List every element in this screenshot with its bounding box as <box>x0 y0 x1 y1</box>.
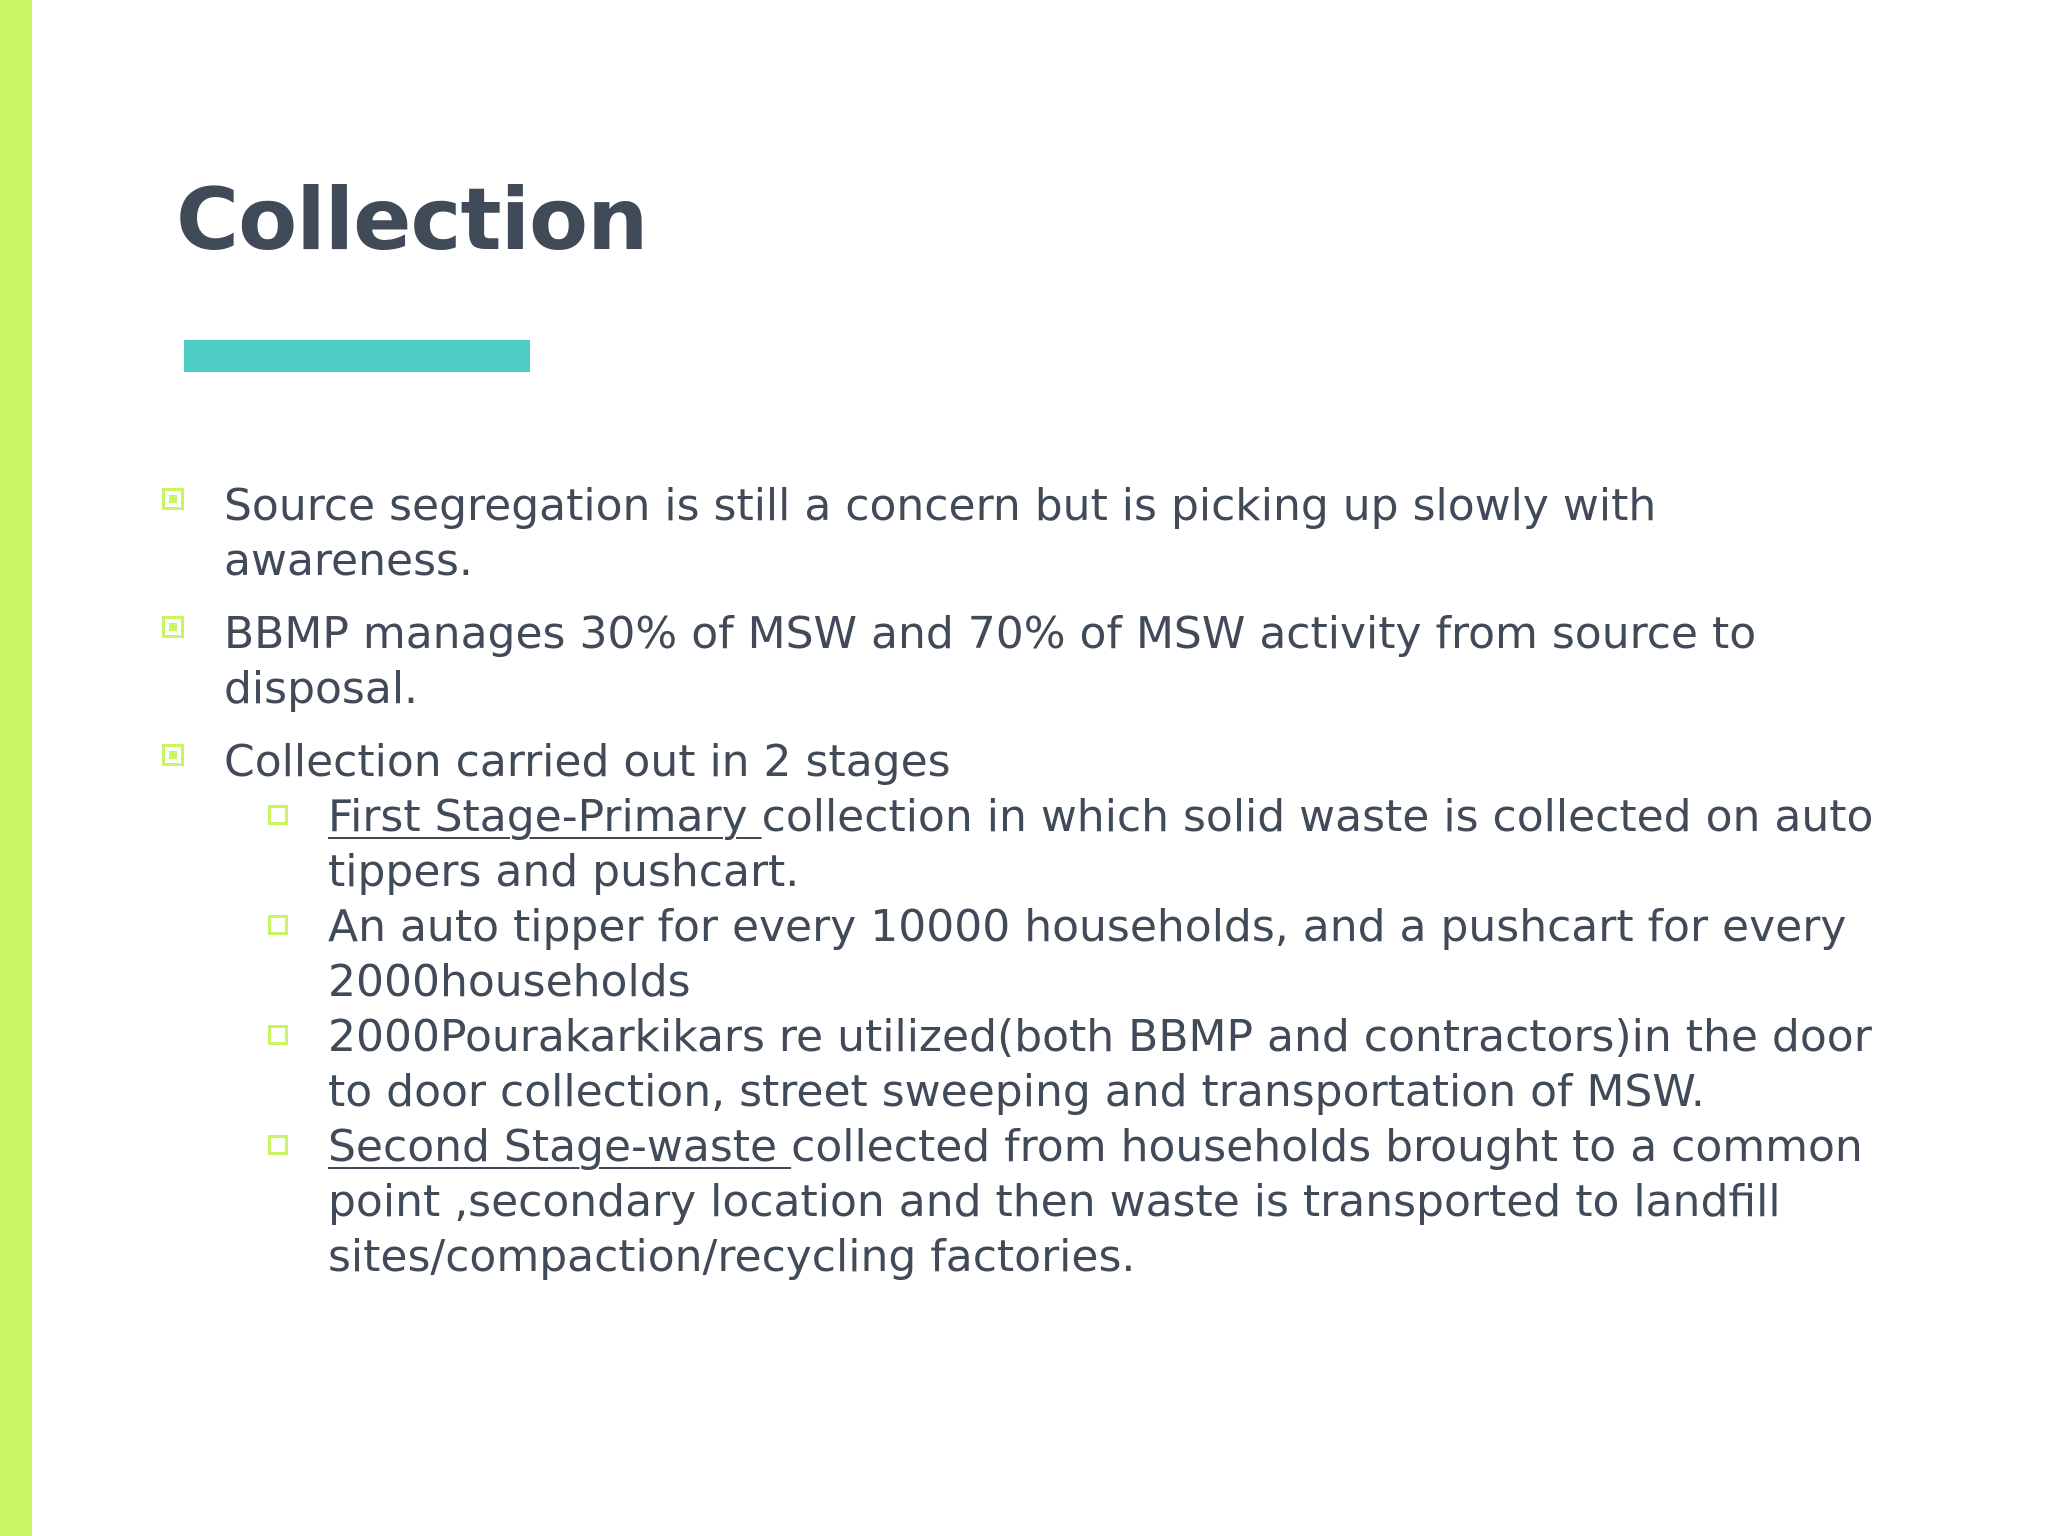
sub-bullet-body: collection in which solid waste is collected on auto tippers and pushcart. <box>328 791 1874 897</box>
sub-bullet-list <box>150 789 1890 1284</box>
bullet-text: Source segregation is still a concern but is picking up slowly with awareness. <box>224 480 1657 586</box>
sub-bullet-body: collected from households brought to a common point ,secondary location and then waste is transported to landfill sites/compaction/recycling factories. <box>328 1121 1863 1282</box>
square-bullet-icon <box>162 744 184 766</box>
slide-title: Collection <box>176 170 648 270</box>
bullet-text: BBMP manages 30% of MSW and 70% of MSW activity from source to disposal. <box>224 608 1757 714</box>
hollow-square-bullet-icon <box>268 1025 288 1045</box>
hollow-square-bullet-icon <box>268 1135 288 1155</box>
hollow-square-bullet-icon <box>268 915 288 935</box>
sub-bullet-text <box>328 789 1890 899</box>
left-accent-stripe <box>0 0 32 1536</box>
bullet-item <box>150 478 1890 588</box>
sub-bullet-item <box>150 1009 1890 1119</box>
bullet-text: Collection carried out in 2 stages <box>224 736 951 787</box>
title-accent-bar <box>184 340 530 372</box>
bullet-list <box>150 478 1890 1284</box>
sub-bullet-item <box>150 789 1890 899</box>
underlined-term: First Stage-Primary <box>328 791 762 842</box>
bullet-item <box>150 606 1890 716</box>
sub-bullet-text: An auto tipper for every 10000 households, and a pushcart for every 2000households <box>328 901 1847 1007</box>
sub-bullet-text <box>328 1119 1890 1284</box>
sub-bullet-item <box>150 899 1890 1009</box>
square-bullet-icon <box>162 488 184 510</box>
sub-bullet-text: 2000Pourakarkikars re utilized(both BBMP and contractors)in the door to door collection, street sweeping and transportation of MSW. <box>328 1011 1872 1117</box>
square-bullet-icon <box>162 616 184 638</box>
underlined-term: Second Stage-waste <box>328 1121 792 1172</box>
bullet-item <box>150 734 1890 789</box>
hollow-square-bullet-icon <box>268 805 288 825</box>
sub-bullet-item <box>150 1119 1890 1284</box>
